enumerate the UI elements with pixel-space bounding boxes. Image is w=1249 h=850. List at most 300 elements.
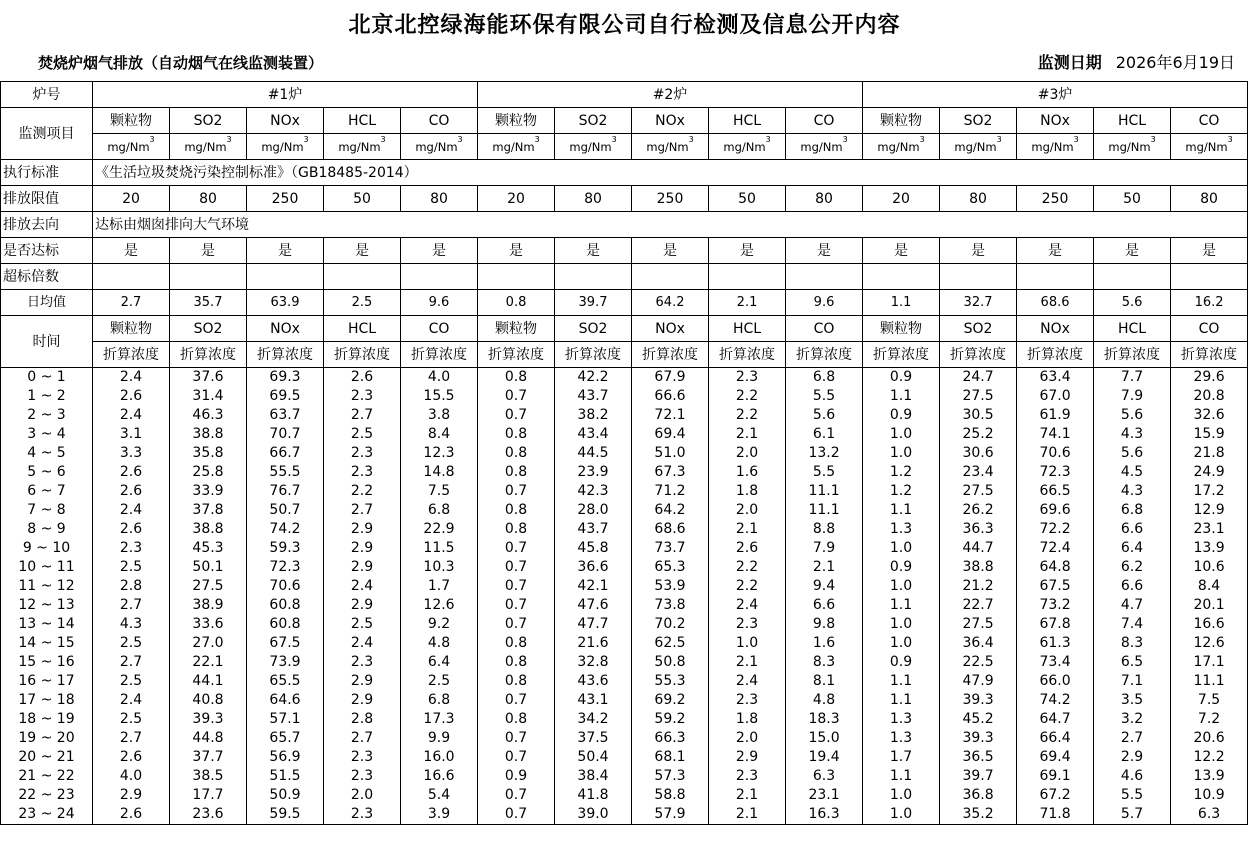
hour-value: 10.6 — [1171, 558, 1248, 577]
hour-value: 0.7 — [478, 558, 555, 577]
concentration-label: 折算浓度 — [709, 342, 786, 368]
standard-row — [1, 160, 1248, 186]
item-header-lower: NOx — [247, 316, 324, 342]
hour-value: 1.2 — [863, 463, 940, 482]
item-header: NOx — [632, 108, 709, 134]
hour-value: 12.6 — [401, 596, 478, 615]
hour-value: 5.6 — [1094, 406, 1171, 425]
hour-value: 2.3 — [324, 748, 401, 767]
hour-value: 64.2 — [632, 501, 709, 520]
hour-value: 67.5 — [247, 634, 324, 653]
exceed-value — [324, 264, 401, 290]
hour-value: 5.5 — [786, 387, 863, 406]
hour-value: 1.6 — [709, 463, 786, 482]
hour-value: 66.6 — [632, 387, 709, 406]
hour-value: 8.1 — [786, 672, 863, 691]
hour-value: 72.3 — [1017, 463, 1094, 482]
exceed-value — [1171, 264, 1248, 290]
exceed-value — [632, 264, 709, 290]
unit-cell — [786, 134, 863, 160]
limit-value: 80 — [555, 186, 632, 212]
item-row-lower — [1, 316, 1248, 342]
hour-value: 2.3 — [709, 368, 786, 388]
hour-value: 15.5 — [401, 387, 478, 406]
hour-value: 2.0 — [709, 501, 786, 520]
daily-average-value: 32.7 — [940, 290, 1017, 316]
hour-value: 1.0 — [863, 805, 940, 825]
hour-value: 15.9 — [1171, 425, 1248, 444]
unit-text: mg/Nm — [415, 139, 458, 154]
hour-value: 68.6 — [632, 520, 709, 539]
limit-value: 20 — [863, 186, 940, 212]
hour-value: 66.4 — [1017, 729, 1094, 748]
daily-average-value: 68.6 — [1017, 290, 1094, 316]
hour-value: 6.6 — [1094, 577, 1171, 596]
hour-value: 2.4 — [93, 691, 170, 710]
unit-text: mg/Nm — [954, 139, 997, 154]
unit-cell — [632, 134, 709, 160]
hour-row — [1, 558, 1248, 577]
hour-row — [1, 748, 1248, 767]
hour-value: 0.9 — [863, 558, 940, 577]
hour-value: 2.4 — [93, 501, 170, 520]
hour-value: 6.2 — [1094, 558, 1171, 577]
hour-row — [1, 444, 1248, 463]
hour-value: 11.1 — [1171, 672, 1248, 691]
hour-value: 1.3 — [863, 520, 940, 539]
unit-text: mg/Nm — [723, 139, 766, 154]
unit-text: mg/Nm — [800, 139, 843, 154]
hour-value: 39.3 — [940, 729, 1017, 748]
hour-value: 6.4 — [1094, 539, 1171, 558]
concentration-label: 折算浓度 — [478, 342, 555, 368]
unit-superscript: 3 — [611, 134, 617, 144]
hour-value: 2.7 — [93, 596, 170, 615]
hour-value: 2.3 — [324, 805, 401, 825]
hour-value: 67.5 — [1017, 577, 1094, 596]
hour-value: 11.1 — [786, 482, 863, 501]
hour-value: 44.1 — [170, 672, 247, 691]
unit-cell — [863, 134, 940, 160]
hour-value: 46.3 — [170, 406, 247, 425]
hour-label: 7 ~ 8 — [1, 501, 93, 520]
hour-value: 40.8 — [170, 691, 247, 710]
unit-text: mg/Nm — [1185, 139, 1228, 154]
date-value: 2026年6月19日 — [1115, 53, 1235, 72]
hour-value: 2.0 — [324, 786, 401, 805]
hour-value: 0.7 — [478, 748, 555, 767]
unit-superscript: 3 — [380, 134, 386, 144]
daily-average-value: 63.9 — [247, 290, 324, 316]
hour-value: 2.1 — [709, 805, 786, 825]
hour-value: 69.6 — [1017, 501, 1094, 520]
hour-value: 70.6 — [247, 577, 324, 596]
item-header: CO — [786, 108, 863, 134]
hour-value: 2.6 — [93, 463, 170, 482]
hour-value: 55.5 — [247, 463, 324, 482]
exceed-value — [401, 264, 478, 290]
hour-value: 62.5 — [632, 634, 709, 653]
hour-label: 22 ~ 23 — [1, 786, 93, 805]
hour-row — [1, 653, 1248, 672]
unit-cell — [940, 134, 1017, 160]
hour-label: 8 ~ 9 — [1, 520, 93, 539]
compliance-value: 是 — [170, 238, 247, 264]
hour-row — [1, 691, 1248, 710]
hour-row — [1, 368, 1248, 388]
item-header-lower: HCL — [1094, 316, 1171, 342]
hour-value: 38.8 — [940, 558, 1017, 577]
unit-superscript: 3 — [688, 134, 694, 144]
hour-value: 65.5 — [247, 672, 324, 691]
hour-value: 69.4 — [1017, 748, 1094, 767]
item-header: SO2 — [940, 108, 1017, 134]
unit-superscript: 3 — [765, 134, 771, 144]
hour-value: 18.3 — [786, 710, 863, 729]
hour-value: 2.1 — [709, 786, 786, 805]
exceed-value — [863, 264, 940, 290]
hour-label: 18 ~ 19 — [1, 710, 93, 729]
hour-label: 17 ~ 18 — [1, 691, 93, 710]
unit-superscript: 3 — [149, 134, 155, 144]
hour-value: 20.1 — [1171, 596, 1248, 615]
hour-value: 2.6 — [93, 387, 170, 406]
hour-value: 1.0 — [863, 634, 940, 653]
hour-value: 24.9 — [1171, 463, 1248, 482]
limit-value: 20 — [478, 186, 555, 212]
hour-value: 2.6 — [709, 539, 786, 558]
hour-value: 10.3 — [401, 558, 478, 577]
hour-value: 4.0 — [93, 767, 170, 786]
unit-cell — [1094, 134, 1171, 160]
hour-value: 69.5 — [247, 387, 324, 406]
hour-value: 73.7 — [632, 539, 709, 558]
item-header-lower: 颗粒物 — [478, 316, 555, 342]
daily-average-value: 5.6 — [1094, 290, 1171, 316]
hour-value: 67.2 — [1017, 786, 1094, 805]
hour-value: 0.7 — [478, 729, 555, 748]
hour-value: 61.3 — [1017, 634, 1094, 653]
hour-value: 2.7 — [324, 729, 401, 748]
hour-value: 5.7 — [1094, 805, 1171, 825]
hour-value: 47.9 — [940, 672, 1017, 691]
hour-value: 1.3 — [863, 729, 940, 748]
unit-text: mg/Nm — [646, 139, 689, 154]
hour-row — [1, 710, 1248, 729]
hour-value: 8.4 — [401, 425, 478, 444]
unit-cell — [478, 134, 555, 160]
hour-value: 22.1 — [170, 653, 247, 672]
concentration-label: 折算浓度 — [1171, 342, 1248, 368]
hour-value: 50.4 — [555, 748, 632, 767]
hour-label: 1 ~ 2 — [1, 387, 93, 406]
hour-value: 2.2 — [324, 482, 401, 501]
hour-value: 22.5 — [940, 653, 1017, 672]
exceed-value — [786, 264, 863, 290]
hour-value: 2.5 — [324, 425, 401, 444]
hour-value: 7.7 — [1094, 368, 1171, 388]
limit-value: 50 — [1094, 186, 1171, 212]
hour-value: 2.9 — [324, 558, 401, 577]
hour-label: 16 ~ 17 — [1, 672, 93, 691]
hour-value: 60.8 — [247, 596, 324, 615]
concentration-label: 折算浓度 — [632, 342, 709, 368]
compliance-value: 是 — [632, 238, 709, 264]
item-header: 颗粒物 — [478, 108, 555, 134]
hour-value: 51.5 — [247, 767, 324, 786]
hour-value: 4.5 — [1094, 463, 1171, 482]
hour-value: 2.6 — [93, 482, 170, 501]
hour-value: 2.6 — [93, 748, 170, 767]
hour-value: 33.9 — [170, 482, 247, 501]
hour-value: 72.2 — [1017, 520, 1094, 539]
hour-value: 23.4 — [940, 463, 1017, 482]
hour-label: 3 ~ 4 — [1, 425, 93, 444]
hour-value: 66.7 — [247, 444, 324, 463]
item-header-lower: CO — [786, 316, 863, 342]
limit-value: 20 — [93, 186, 170, 212]
hour-value: 25.2 — [940, 425, 1017, 444]
compliance-value: 是 — [863, 238, 940, 264]
hour-value: 21.2 — [940, 577, 1017, 596]
hour-row — [1, 406, 1248, 425]
hour-value: 2.9 — [93, 786, 170, 805]
hour-value: 38.9 — [170, 596, 247, 615]
hour-value: 34.2 — [555, 710, 632, 729]
unit-superscript: 3 — [226, 134, 232, 144]
hour-value: 76.7 — [247, 482, 324, 501]
hour-value: 1.1 — [863, 672, 940, 691]
concentration-label: 折算浓度 — [940, 342, 1017, 368]
hour-value: 2.4 — [709, 672, 786, 691]
hour-value: 69.4 — [632, 425, 709, 444]
hour-value: 26.2 — [940, 501, 1017, 520]
hour-value: 1.1 — [863, 387, 940, 406]
hour-row — [1, 520, 1248, 539]
hour-value: 31.4 — [170, 387, 247, 406]
hour-value: 2.5 — [93, 634, 170, 653]
hour-label: 14 ~ 15 — [1, 634, 93, 653]
limit-value: 80 — [1171, 186, 1248, 212]
hour-value: 16.3 — [786, 805, 863, 825]
date-label: 监测日期 — [1037, 53, 1102, 72]
hour-value: 2.6 — [93, 520, 170, 539]
unit-text: mg/Nm — [1031, 139, 1074, 154]
unit-cell — [555, 134, 632, 160]
hour-value: 1.3 — [863, 710, 940, 729]
hour-value: 5.5 — [1094, 786, 1171, 805]
unit-superscript: 3 — [1227, 134, 1233, 144]
hour-value: 4.6 — [1094, 767, 1171, 786]
hour-value: 14.8 — [401, 463, 478, 482]
hour-value: 64.6 — [247, 691, 324, 710]
unit-superscript: 3 — [996, 134, 1002, 144]
hour-value: 9.4 — [786, 577, 863, 596]
hour-value: 2.5 — [93, 558, 170, 577]
hour-value: 2.7 — [93, 653, 170, 672]
unit-superscript: 3 — [534, 134, 540, 144]
hour-label: 10 ~ 11 — [1, 558, 93, 577]
daily-average-value: 2.5 — [324, 290, 401, 316]
hour-value: 2.3 — [709, 691, 786, 710]
compliance-value: 是 — [940, 238, 1017, 264]
hour-value: 0.8 — [478, 463, 555, 482]
hour-value: 44.5 — [555, 444, 632, 463]
hour-value: 0.8 — [478, 425, 555, 444]
hour-value: 5.6 — [1094, 444, 1171, 463]
hour-value: 47.7 — [555, 615, 632, 634]
hour-value: 0.7 — [478, 615, 555, 634]
hour-row — [1, 729, 1248, 748]
monitoring-date — [1038, 50, 1235, 73]
limit-value: 50 — [709, 186, 786, 212]
hour-label: 23 ~ 24 — [1, 805, 93, 825]
hour-value: 44.8 — [170, 729, 247, 748]
hour-value: 6.8 — [401, 501, 478, 520]
hour-value: 0.7 — [478, 786, 555, 805]
compliance-value: 是 — [1094, 238, 1171, 264]
hour-value: 2.1 — [709, 653, 786, 672]
hour-value: 4.0 — [401, 368, 478, 388]
furnace-2-header: #2炉 — [478, 82, 863, 108]
unit-cell — [1171, 134, 1248, 160]
hour-row — [1, 577, 1248, 596]
hour-value: 35.2 — [940, 805, 1017, 825]
hour-label: 5 ~ 6 — [1, 463, 93, 482]
hour-value: 57.9 — [632, 805, 709, 825]
limit-value: 80 — [940, 186, 1017, 212]
item-header-lower: 颗粒物 — [93, 316, 170, 342]
hour-value: 1.0 — [863, 425, 940, 444]
hour-value: 4.3 — [93, 615, 170, 634]
hour-value: 59.5 — [247, 805, 324, 825]
item-header-lower: CO — [1171, 316, 1248, 342]
hour-value: 5.6 — [786, 406, 863, 425]
hour-value: 2.5 — [401, 672, 478, 691]
hour-value: 69.1 — [1017, 767, 1094, 786]
hour-value: 6.6 — [1094, 520, 1171, 539]
hour-value: 1.8 — [709, 710, 786, 729]
hour-value: 8.8 — [786, 520, 863, 539]
concentration-label: 折算浓度 — [401, 342, 478, 368]
hour-value: 2.2 — [709, 577, 786, 596]
hour-value: 17.1 — [1171, 653, 1248, 672]
hour-value: 67.3 — [632, 463, 709, 482]
hour-value: 24.7 — [940, 368, 1017, 388]
hour-value: 2.0 — [709, 729, 786, 748]
hour-value: 4.7 — [1094, 596, 1171, 615]
hour-value: 45.8 — [555, 539, 632, 558]
item-header-lower: HCL — [324, 316, 401, 342]
hour-value: 38.5 — [170, 767, 247, 786]
hour-label: 0 ~ 1 — [1, 368, 93, 388]
hour-value: 3.9 — [401, 805, 478, 825]
compliance-value: 是 — [324, 238, 401, 264]
hour-value: 6.8 — [401, 691, 478, 710]
hour-value: 6.8 — [1094, 501, 1171, 520]
hour-value: 43.7 — [555, 387, 632, 406]
hour-value: 4.3 — [1094, 482, 1171, 501]
hour-value: 0.9 — [863, 368, 940, 388]
hour-value: 1.0 — [863, 577, 940, 596]
hour-value: 38.8 — [170, 425, 247, 444]
daily-average-value: 0.8 — [478, 290, 555, 316]
hour-value: 2.1 — [709, 520, 786, 539]
hour-value: 64.7 — [1017, 710, 1094, 729]
hour-value: 22.9 — [401, 520, 478, 539]
hour-value: 1.1 — [863, 691, 940, 710]
item-header: NOx — [1017, 108, 1094, 134]
hour-value: 44.7 — [940, 539, 1017, 558]
hour-value: 55.3 — [632, 672, 709, 691]
hour-value: 1.0 — [709, 634, 786, 653]
hour-value: 59.2 — [632, 710, 709, 729]
hour-value: 5.4 — [401, 786, 478, 805]
hour-value: 42.3 — [555, 482, 632, 501]
hour-value: 13.9 — [1171, 767, 1248, 786]
hour-value: 3.2 — [1094, 710, 1171, 729]
hour-value: 2.4 — [324, 634, 401, 653]
hour-value: 37.5 — [555, 729, 632, 748]
hour-value: 27.5 — [170, 577, 247, 596]
standard-label: 执行标准 — [1, 160, 93, 186]
hour-value: 27.5 — [940, 387, 1017, 406]
concentration-label: 折算浓度 — [247, 342, 324, 368]
destination-row — [1, 212, 1248, 238]
hour-value: 57.1 — [247, 710, 324, 729]
compliance-row — [1, 238, 1248, 264]
hour-value: 17.2 — [1171, 482, 1248, 501]
hour-value: 2.1 — [786, 558, 863, 577]
hour-value: 23.1 — [786, 786, 863, 805]
hour-value: 6.5 — [1094, 653, 1171, 672]
hour-value: 39.7 — [940, 767, 1017, 786]
hour-value: 45.3 — [170, 539, 247, 558]
hour-value: 2.1 — [709, 425, 786, 444]
hour-value: 63.7 — [247, 406, 324, 425]
hour-value: 30.5 — [940, 406, 1017, 425]
unit-superscript: 3 — [842, 134, 848, 144]
hour-label: 11 ~ 12 — [1, 577, 93, 596]
hour-value: 72.1 — [632, 406, 709, 425]
hour-value: 50.1 — [170, 558, 247, 577]
hour-value: 21.8 — [1171, 444, 1248, 463]
hour-value: 1.7 — [863, 748, 940, 767]
hour-row — [1, 482, 1248, 501]
unit-cell — [1017, 134, 1094, 160]
hour-value: 4.8 — [786, 691, 863, 710]
hour-value: 2.3 — [324, 444, 401, 463]
hour-value: 67.9 — [632, 368, 709, 388]
hour-value: 11.5 — [401, 539, 478, 558]
exceed-value — [709, 264, 786, 290]
hour-row — [1, 672, 1248, 691]
hour-value: 9.2 — [401, 615, 478, 634]
concentration-label: 折算浓度 — [555, 342, 632, 368]
daily-average-value: 1.1 — [863, 290, 940, 316]
exceed-value — [1094, 264, 1171, 290]
hour-value: 6.3 — [1171, 805, 1248, 825]
unit-superscript: 3 — [1073, 134, 1079, 144]
exceed-value — [555, 264, 632, 290]
hour-value: 69.2 — [632, 691, 709, 710]
hour-value: 2.9 — [324, 539, 401, 558]
page-title: 北京北控绿海能环保有限公司自行检测及信息公开内容 — [348, 13, 901, 38]
hour-value: 0.8 — [478, 520, 555, 539]
hour-value: 8.3 — [786, 653, 863, 672]
item-header-lower: NOx — [1017, 316, 1094, 342]
hour-value: 59.3 — [247, 539, 324, 558]
